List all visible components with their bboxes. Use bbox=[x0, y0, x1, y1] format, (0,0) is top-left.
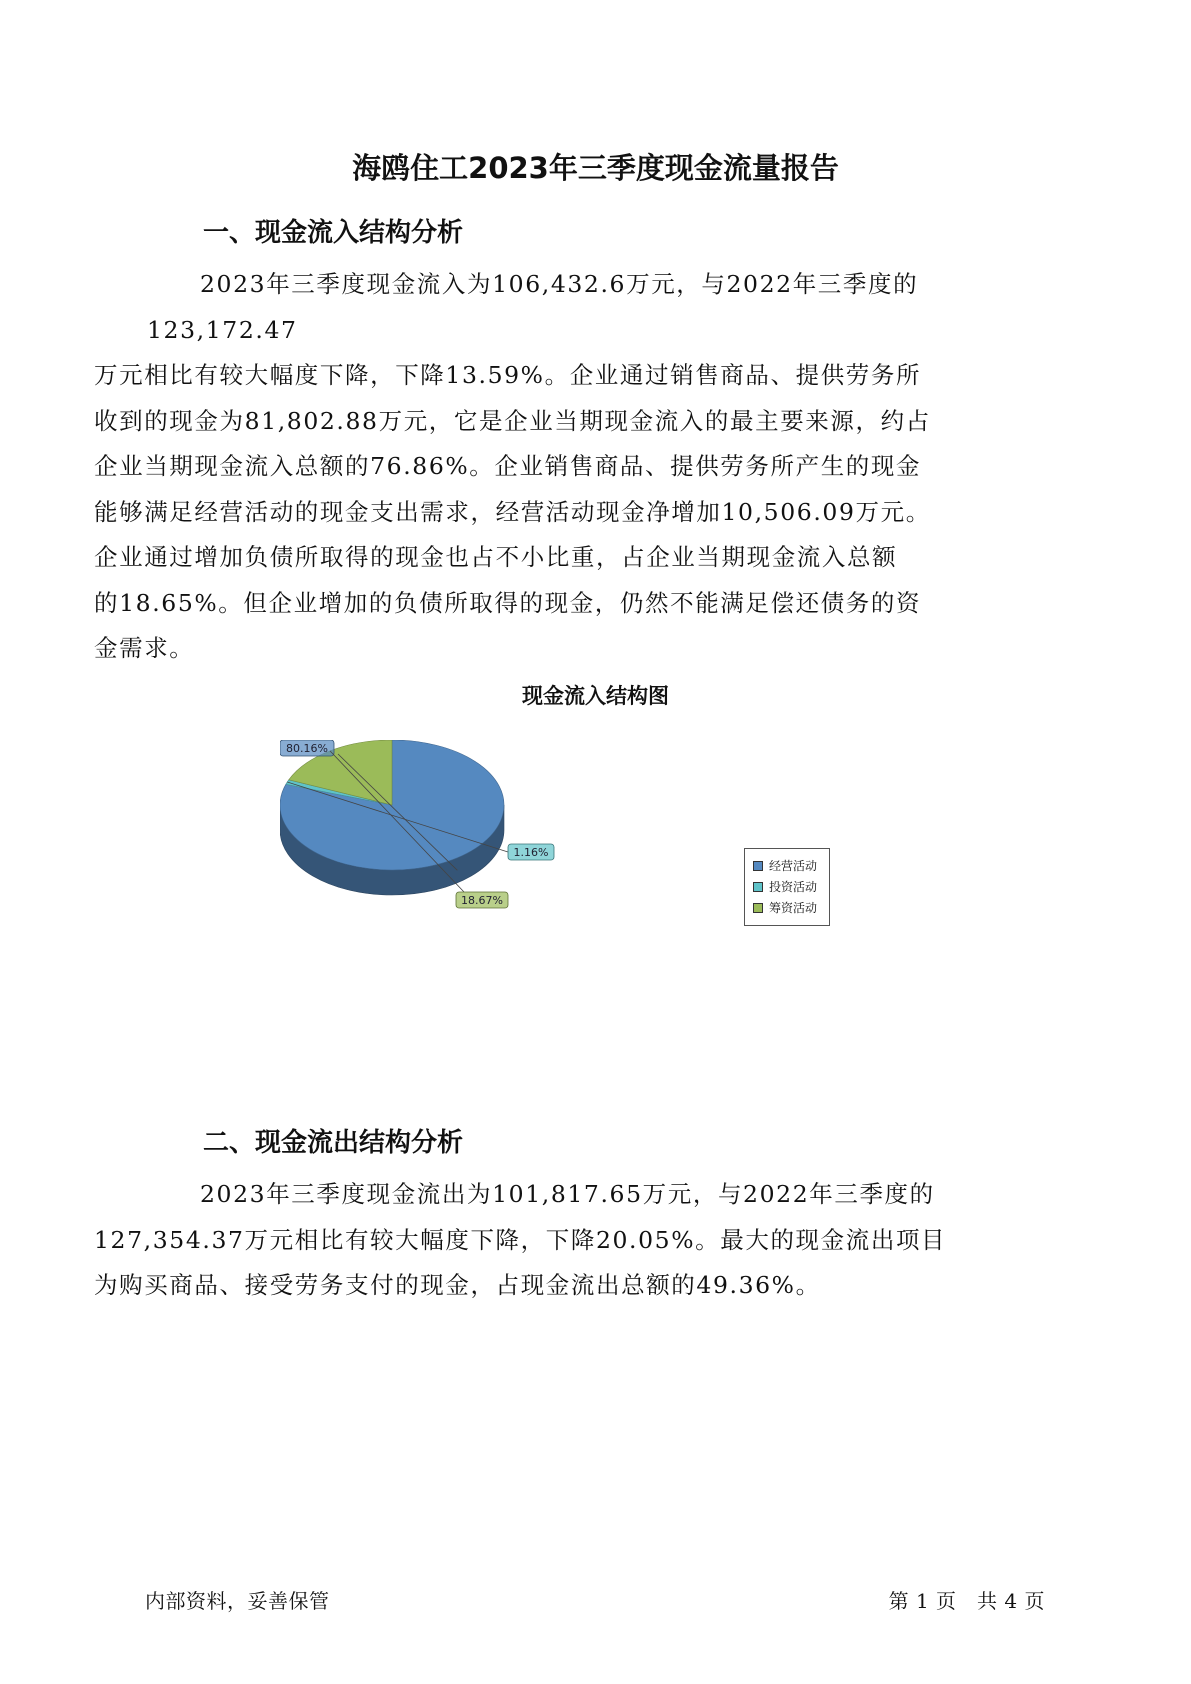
section1-heading: 一、现金流入结构分析 bbox=[203, 218, 464, 248]
paragraph-line: 2023年三季度现金流出为101,817.65万元，与2022年三季度的 bbox=[200, 1180, 935, 1208]
legend-item bbox=[753, 876, 829, 897]
footer-confidential-note: 内部资料，妥善保管 bbox=[145, 1589, 330, 1613]
legend-item bbox=[753, 897, 829, 918]
pie-chart bbox=[280, 740, 590, 940]
paragraph-line: 企业通过增加负债所取得的现金也占不小比重，占企业当期现金流入总额 bbox=[94, 543, 898, 571]
paragraph-line: 为购买商品、接受劳务支付的现金，占现金流出总额的49.36%。 bbox=[94, 1271, 821, 1299]
legend-swatch bbox=[753, 861, 763, 871]
paragraph-line: 万元相比有较大幅度下降，下降13.59%。企业通过销售商品、提供劳务所 bbox=[94, 361, 922, 389]
legend-label: 投资活动 bbox=[769, 880, 818, 894]
legend-swatch bbox=[753, 903, 763, 913]
footer-page-number: 第 1 页 共 4 页 bbox=[888, 1589, 1045, 1613]
chart-legend bbox=[744, 848, 830, 926]
section2-heading: 二、现金流出结构分析 bbox=[203, 1128, 464, 1158]
legend-swatch bbox=[753, 882, 763, 892]
paragraph-line: 的18.65%。但企业增加的负债所取得的现金，仍然不能满足偿还债务的资 bbox=[94, 588, 922, 617]
legend-item bbox=[753, 855, 829, 876]
report-title: 海鸥住工2023年三季度现金流量报告 bbox=[352, 151, 839, 185]
legend-label: 筹资活动 bbox=[769, 901, 818, 915]
paragraph-line: 收到的现金为81,802.88万元，它是企业当期现金流入的最主要来源，约占 bbox=[94, 406, 931, 435]
paragraph-line: 金需求。 bbox=[94, 634, 195, 662]
data-label: 1.16% bbox=[513, 846, 549, 859]
data-label: 18.67% bbox=[461, 894, 503, 907]
paragraph-line: 127,354.37万元相比有较大幅度下降，下降20.05%。最大的现金流出项目 bbox=[94, 1225, 947, 1254]
paragraph-line: 能够满足经营活动的现金支出需求，经营活动现金净增加10,506.09万元。 bbox=[94, 497, 931, 526]
data-label: 80.16% bbox=[286, 742, 328, 755]
section2-paragraph bbox=[94, 1172, 1052, 1309]
legend-label: 经营活动 bbox=[769, 859, 818, 873]
section1-paragraph bbox=[94, 262, 1052, 672]
paragraph-line: 企业当期现金流入总额的76.86%。企业销售商品、提供劳务所产生的现金 bbox=[94, 452, 922, 480]
chart-title: 现金流入结构图 bbox=[522, 684, 669, 708]
paragraph-line: 2023年三季度现金流入为106,432.6万元，与2022年三季度的123,172.47 bbox=[147, 270, 919, 344]
